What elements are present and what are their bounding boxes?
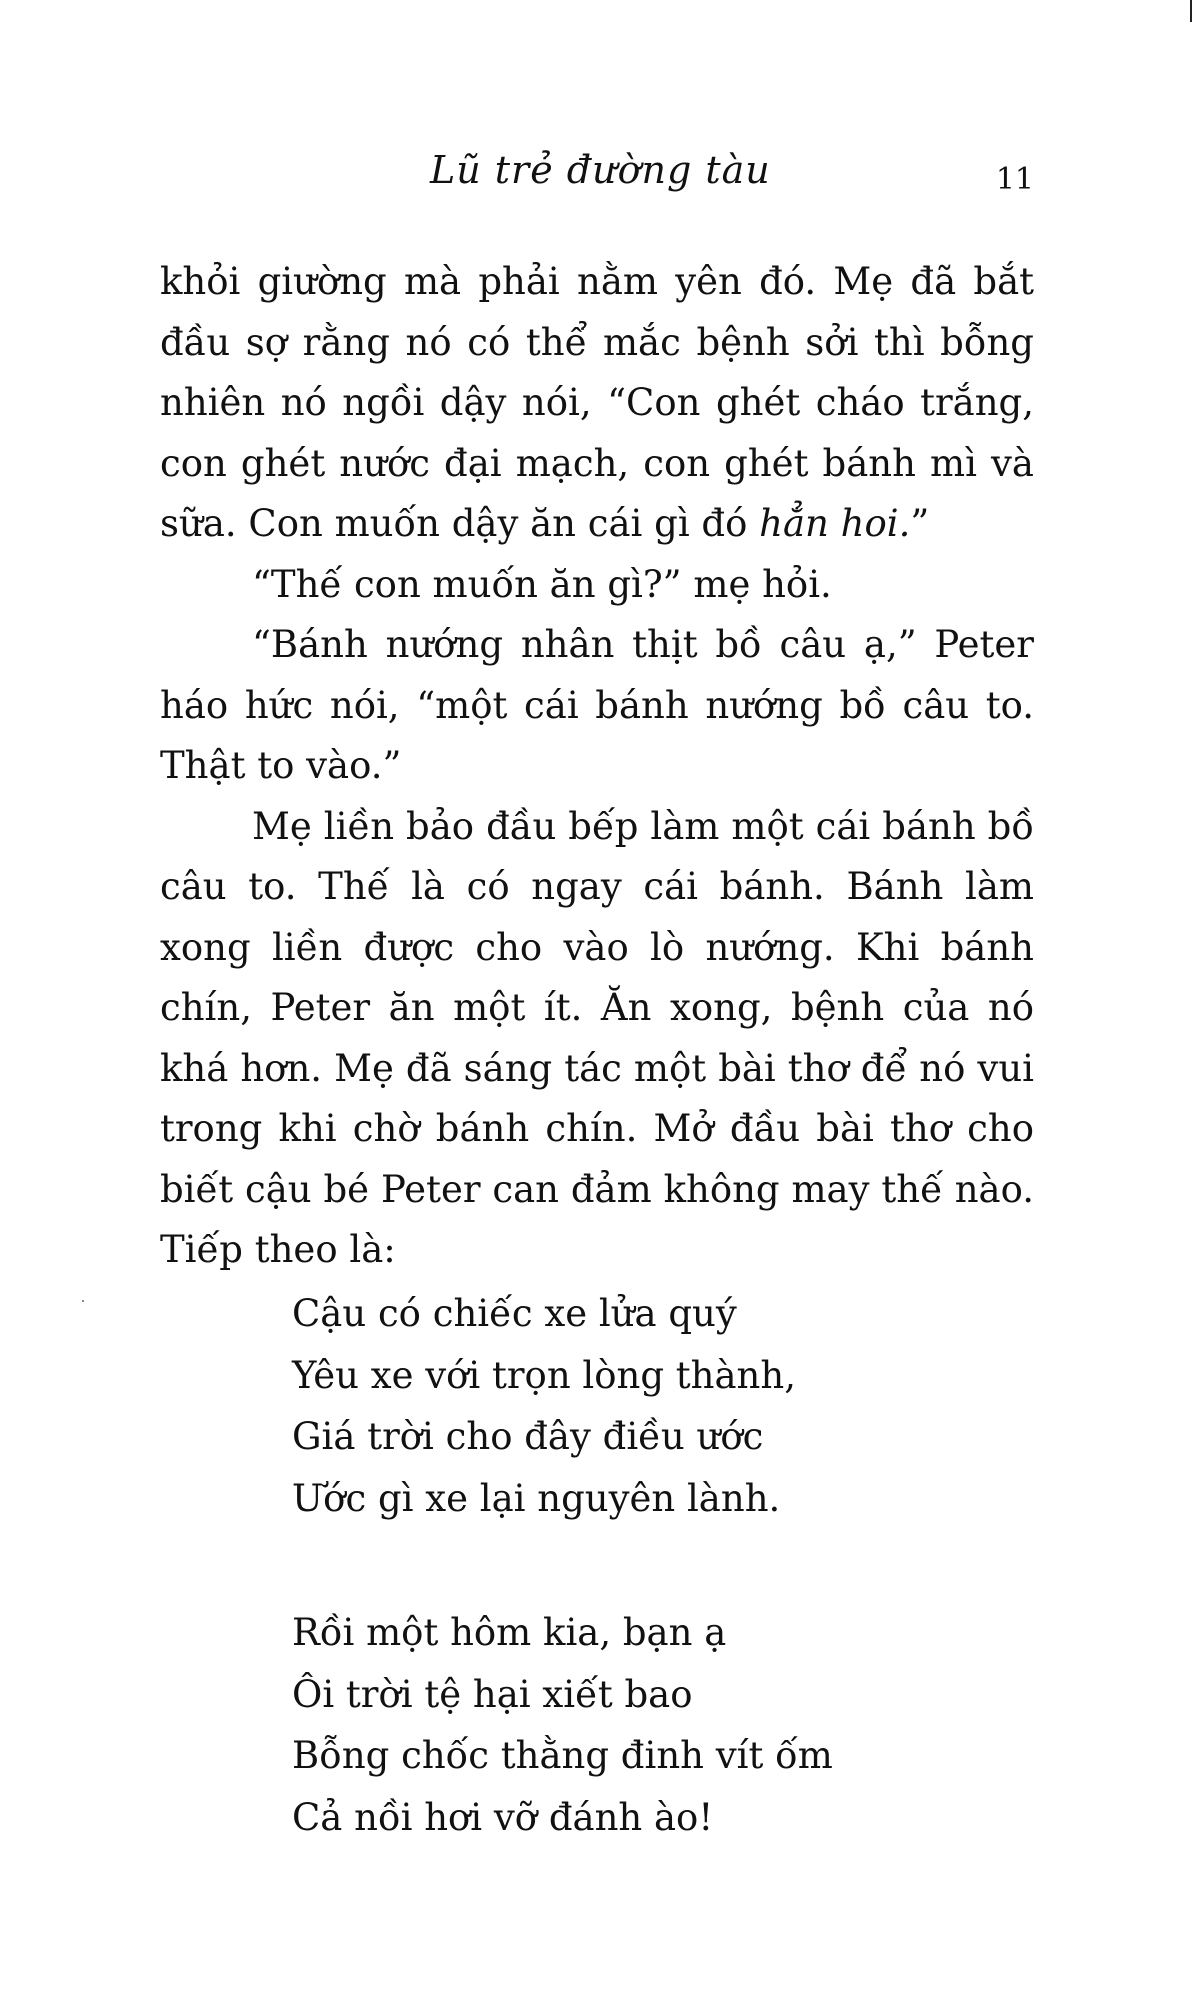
paragraph-1-italic: hẳn hoi. [759,502,911,545]
poem-line: Yêu xe với trọn lòng thành, [292,1353,796,1397]
paragraph-3: “Bánh nướng nhân thịt bồ câu ạ,” Peter háo hức nói, “một cái bánh nướng bồ câu to. Thật to vào.” [160,623,1034,787]
poem-stanza-1 [292,1283,992,1529]
poem-stanza-2 [292,1602,992,1848]
paragraph-2: “Thế con muốn ăn gì?” mẹ hỏi. [252,562,832,606]
paragraph-1 [160,252,1034,555]
stray-mark [82,1300,84,1302]
paragraph-4: Mẹ liền bảo đầu bếp làm một cái bánh bồ câu to. Thế là có ngay cái bánh. Bánh làm xong liền được cho vào lò nướng. Khi bánh chín, Peter ăn một ít. Ăn xong, bệnh của nó khá hơn. Mẹ đã sáng tác một bài thơ để nó vui trong khi chờ bánh chín. Mở đầu bài thơ cho biết cậu bé Peter can đảm không may thế nào. Tiếp theo là: [160,804,1034,1271]
poem-line: Ôi trời tệ hại xiết bao [292,1672,693,1716]
poem-line: Ước gì xe lại nguyên lành. [292,1476,781,1520]
page-number: 11 [995,162,1034,197]
poem-line: Rồi một hôm kia, bạn ạ [292,1611,727,1654]
body-text [160,252,1034,1281]
poem-line: Cậu có chiếc xe lửa quý [292,1292,737,1335]
paragraph-1-closing-quote: ” [910,502,930,545]
running-title: Lũ trẻ đường tàu [430,148,771,192]
page-edge-mark [1190,0,1192,22]
page-header [0,140,1200,200]
paragraph-1-text: khỏi giường mà phải nằm yên đó. Mẹ đã bắt đầu sợ rằng nó có thể mắc bệnh sởi thì bỗng nhiên nó ngồi dậy nói, “Con ghét cháo trắng, con ghét nước đại mạch, con ghét bánh mì và sữa. Con muốn dậy ăn cái gì đó [160,260,1034,545]
poem-line: Giá trời cho đây điều ước [292,1415,764,1458]
poem-line: Cả nồi hơi vỡ đánh ào! [292,1795,714,1839]
poem-line: Bỗng chốc thằng đinh vít ốm [292,1734,833,1777]
